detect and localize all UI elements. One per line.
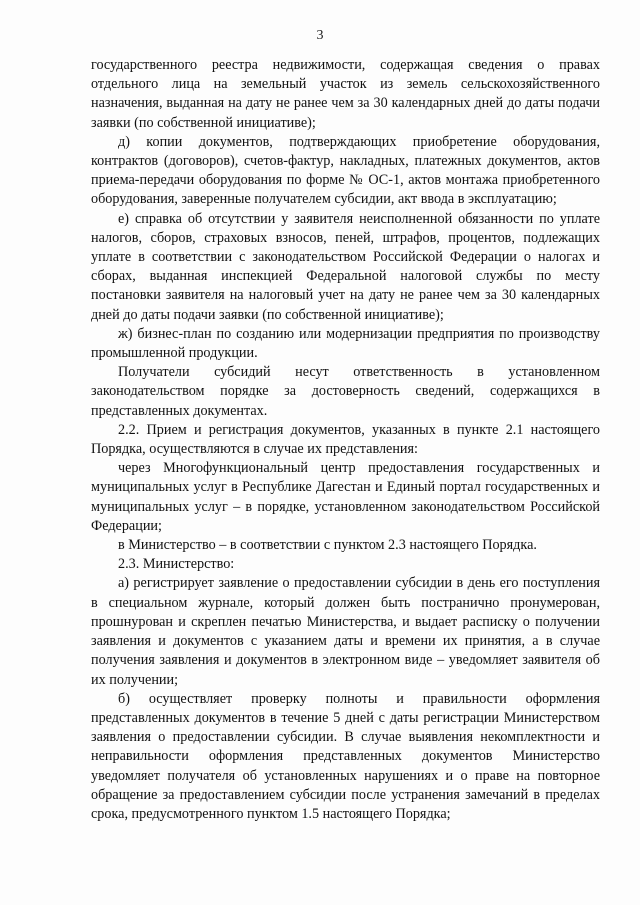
paragraph-ministry: в Министерство – в соответствии с пунктом 2.3 настоящего Порядка. bbox=[118, 537, 537, 554]
paragraph-2-3: 2.3. Министерство: bbox=[118, 556, 235, 573]
paragraph-2-2: 2.2. Прием и регистрация документов, указанных в пункте 2.1 настоящего Порядка, осуществляются в случае их представления: bbox=[91, 421, 600, 458]
paragraph-item-e: е) справка об отсутствии у заявителя неисполненной обязанности по уплате налогов, сборов, страховых взносов, пеней, штрафов, процентов, подлежащих уплате в соответствии с законодательством Российской Федерации о налогах и сборах, выданная инспекцией Федеральной налоговой службы по месту постановки заявителя на налоговый учет на дату не ранее чем за 30 календарных дней до даты подачи заявки (по собственной инициативе); bbox=[91, 210, 600, 323]
paragraph-item-a: а) регистрирует заявление о предоставлении субсидии в день его поступления в специальном журнале, который должен быть постранично пронумерован, прошнурован и скреплен печатью Министерства, и выдает расписку о получении заявления и документов с указанием даты и времени их принятия, а в случае получения заявления и документов в электронном виде – уведомляет заявителя об их получении; bbox=[91, 575, 600, 688]
paragraph-mfc: через Многофункциональный центр предоставления государственных и муниципальных услуг в Республике Дагестан и Единый портал государственных и муниципальных услуг – в порядке, установленном законодательством Российской Федерации; bbox=[91, 460, 600, 534]
paragraph-item-d: д) копии документов, подтверждающих приобретение оборудования, контрактов (договоров), счетов-фактур, накладных, платежных документов, актов приема-передачи оборудования по форме № ОС-1, актов монтажа приобретенного оборудования, заверенные получателем субсидии, акт ввода в эксплуатацию; bbox=[91, 133, 600, 208]
paragraph-responsibility: Получатели субсидий несут ответственность в установленном законодательством порядке за достоверность сведений, содержащихся в представленных документах. bbox=[91, 364, 600, 419]
paragraph-registry-extract: государственного реестра недвижимости, содержащая сведения о правах отдельного лица на земельный участок из земель сельскохозяйственного назначения, выданная на дату не ранее чем за 30 календарных дней до даты подачи заявки (по собственной инициативе); bbox=[91, 57, 600, 131]
page-number: 3 bbox=[316, 28, 324, 43]
paragraph-item-b: б) осуществляет проверку полноты и правильности оформления представленных документов в течение 5 дней с даты регистрации Министерством заявления о предоставлении субсидии. В случае выявления некомплектности и неправильности оформления представленных документов Министерство уведомляет получателя об установленных нарушениях и о праве на повторное обращение за предоставлением субсидии после устранения замечаний в пределах срока, предусмотренного пунктом 1.5 настоящего Порядка; bbox=[91, 690, 600, 822]
paragraph-item-zh: ж) бизнес-план по созданию или модернизации предприятия по производству промышленной продукции. bbox=[91, 325, 600, 362]
document-body bbox=[91, 56, 600, 824]
